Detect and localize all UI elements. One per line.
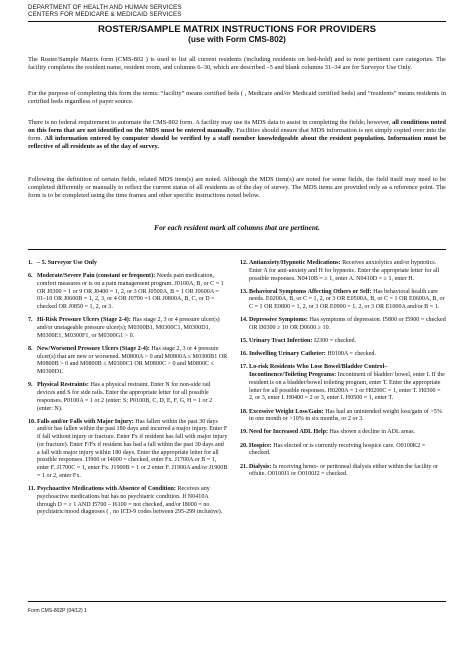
instruction-item (240, 260, 446, 283)
intro-p3-part-c: . Facilities should ensure that MDS information is not simply copied over into the form. (28, 127, 446, 143)
intro-paragraph-2: For the purpose of completing this form the terms: “facility” means certified beds ( , Medicare and/or Medicaid certified beds) and “residents” means residents in certified beds regardless of payer source. (28, 90, 446, 106)
instruction-callout: For each resident mark all columns that are pertinent. (154, 223, 320, 232)
instruction-item (28, 317, 228, 340)
item-title: – 5. Surveyor Use Only (37, 260, 97, 266)
item-body: Incontinent of bladder/ bowel, enter I. If the resident is on a bladder/bowel toileting program, enter T. Enter the appropriate letter for all possible responses. H0200A = 1 or H0200C = 1, enter T. H0300 = 2, or 3, enter I. H0400 = 2 or 3, enter I. H0500 = 1, enter T. (249, 372, 445, 402)
item-title: Psychoactive Medications with Absence of Condition: (37, 486, 176, 493)
item-text (249, 409, 446, 425)
item-title: Need for Increased ADL Help: (249, 429, 328, 436)
intro-paragraph-4: Following the definition of certain fields, related MDS item(s) are noted. Although the MDS item(s) are noted for some fields, the field itself may need to be completed differently or manually to reflect the current status of all residents as of the day of survey. The MDS items are provided only as a reference point. The form is to be completed using the time frames and other specific instructions noted below. (28, 176, 446, 200)
instruction-item (240, 409, 446, 425)
form-number: Form CMS-802P (04/12) 1 (28, 608, 87, 614)
item-body: Receives anxiolytics and/or hypnotics. Enter A for anti-anxiety and H for hypnotic. Enter the appropriate letter for all possible responses. N0410B = ≥ 1, enter A. N0410D = ≥ 1, enter H. (249, 260, 440, 282)
item-number: 7. (28, 317, 33, 324)
instruction-item (240, 351, 446, 359)
item-body: Needs pain medication, comfort measures or is on a pain management program. J0100A, B, or C = 1 OR J0300 = 1 or 9 OR J0400 = 1, 2, or 3 OR J0500A, B = 1 OR J0600A = 01–10 OR J0600B = 1, 2, 3, or 4 OR J0700 =1 OR J0800A, B, C, or D = checked OR J0850 = 1, 2, or 3. (37, 273, 224, 311)
item-body: Has fallen within the past 30 days and/or has fallen within the past 180 days and incurred a major injury. Enter F if fall without injury or fracture. Enter Fx if resident has fall with major injury (or fracture). Enter F/Fx if resident has had a fall within the past 30 days and a fall with major injury within 180 days. Enter the appropriate letter for all possible responses. I3900 or I4000 = checked, enter Fx. J1700A or B = 1, enter F. J1700C = 1, enter Fx. J1900B = 1 or 2 enter F. J1900A and/or J1900B = 1 or 2, enter Fx. (37, 418, 228, 479)
item-body: Is receiving hemo- or peritoneal dialysis either within the facility or offsite. O0100J1 or O0100J2 = checked. (249, 463, 439, 478)
item-number: 19. (240, 429, 248, 436)
instruction-item (28, 346, 228, 377)
item-title: Depressive Symptoms: (249, 317, 308, 324)
item-title: Moderate/Severe Pain (constant or frequent): (37, 273, 156, 280)
page-subtitle: (use with Form CMS-802) (188, 35, 286, 44)
item-number: 18. (240, 408, 248, 415)
item-number: 6. (28, 273, 33, 280)
item-text (249, 338, 446, 346)
item-body: Has stage 2, 3 or 4 pressure ulcer(s) that are new or worsened. M0800A > 0 and M0800A ≤ M0300B1 OR M0800B > 0 and M0800B ≤ M0300C1 OR M0800C > 0 and M0800C ≤ M0300D1. (37, 345, 228, 376)
item-text (37, 317, 228, 340)
item-title: Falls and/or Falls with Major Injury: (37, 418, 134, 425)
instruction-item (28, 486, 228, 517)
instruction-item (28, 260, 228, 268)
item-title: Behavioral Symptoms Affecting Others or Self: (249, 288, 372, 295)
intro-p3-part-b: all conditions noted on this form that are not identified on the MDS must be entered manually (28, 119, 446, 135)
agency-header (28, 4, 182, 19)
item-body: Has behavioral health care needs. E0200A, B, or C = 1, 2, or 3 OR E0500A, B, or C = 1 OR E0600A, B, or C = 1 OR E0800 = 1, 2, or 3 OR E0900 = 1, 2, or 3 OR E1000A and/or B = 1. (249, 288, 445, 311)
item-body: Has had an unintended weight loss/gain of >5% in one month or >10% in six months, or 2 or 3. (249, 408, 442, 423)
item-text (249, 364, 446, 403)
instruction-item (28, 273, 228, 312)
item-text (249, 464, 446, 480)
instruction-item (240, 317, 446, 333)
instruction-item (240, 429, 446, 437)
item-title: Hospice: (249, 442, 272, 449)
item-title: Urinary Tract Infection: (249, 338, 313, 345)
item-text (37, 419, 228, 481)
instruction-item (240, 443, 446, 459)
item-body: Has symptoms of depression. I5800 or I5900 = checked OR D0300 ≥ 10 OR D0600 ≥ 10. (249, 317, 446, 332)
item-body: Has shown a decline in ADL areas. (328, 429, 416, 436)
item-body: Has stage 2, 3 or 4 pressure ulcer(s) and/or unstageable pressure ulcer(s); M0300B1, M0300C1, M0300D1, M0300E1, M0300F1, or M0300G1 > 0. (37, 317, 220, 339)
item-number: 16. (240, 351, 248, 358)
item-number: 11. (28, 486, 36, 493)
instruction-item (240, 464, 446, 480)
item-body: Has a physical restraint. Enter N for non-side rail devices and S for side rails. Enter the appropriate letter for all possible responses. P0100A = 1 or 2 (enter: S; P0100B, C, D, E, F, G, H = 1 or 2 (enter: N). (37, 382, 213, 412)
item-number: 20. (240, 442, 248, 449)
item-number: 21. (240, 463, 248, 470)
item-text (37, 273, 228, 312)
item-body: Receives any psychoactive medications but has no psychiatric condition. If N0410A through D = ≥ 1 AND I5700 – I6100 = not checked, and/or I8000 = no psychiatric/mood diagnoses ( , no ICD-9 codes between 295-299 inclusive). (37, 486, 223, 516)
item-title: Antianxiety/Hypnotic Medications: (249, 260, 341, 266)
instructions-left-column (28, 260, 228, 522)
instruction-item (240, 338, 446, 346)
item-body: Has elected or is currently receiving hospice care. O0100K2 = checked. (249, 442, 426, 457)
item-title: Indwelling Urinary Catheter: (249, 351, 326, 358)
instructions-right-column (240, 260, 446, 484)
item-number: 10. (28, 418, 36, 425)
instruction-item (28, 419, 228, 481)
item-text (249, 443, 446, 459)
item-number: 13. (240, 288, 248, 295)
page-title: ROSTER/SAMPLE MATRIX INSTRUCTIONS FOR PROVIDERS (97, 24, 377, 35)
item-text (37, 260, 228, 268)
item-number: 1. (28, 260, 33, 266)
item-title: New/Worsened Pressure Ulcers (Stage 2-4): (37, 345, 150, 352)
item-number: 17. (240, 364, 248, 371)
item-title: Physical Restraints: (37, 382, 89, 389)
item-title: Excessive Weight Loss/Gain: (249, 408, 324, 415)
item-text (249, 317, 446, 333)
item-number: 9. (28, 382, 33, 389)
intro-paragraph-1: The Roster/Sample Matrix form (CMS-802 ) is used to list all current residents (including residents on bed-hold) and to note pertinent care categories. The facility completes the resident name, resident room, and columns 6–30, which are described –5 and blank columns 31–34 are for Surveyor Use Only. (28, 56, 446, 72)
item-text (249, 260, 446, 283)
intro-p3-part-a: There is no federal requirement to automate the CMS-802 form. A facility may use its MDS data to assist in completing the fields; however, (28, 119, 393, 126)
item-number: 15. (240, 338, 248, 345)
item-text (249, 351, 446, 359)
instruction-item (28, 382, 228, 413)
item-body: H0100A = checked. (325, 351, 376, 358)
item-text (249, 289, 446, 312)
item-body: I2300 = checked. (312, 338, 357, 345)
intro-p3-part-d: All information entered by computer should be verified by a staff member knowledgeable about the resident population. Information must be reflective of all residents as of the day of survey. (28, 135, 446, 151)
intro-paragraph-3 (28, 119, 446, 152)
item-title: Hi-Risk Pressure Ulcers (Stage 2-4): (37, 317, 131, 324)
item-text (249, 429, 446, 437)
item-title: Dialysis: (249, 463, 272, 470)
callout-rule (28, 249, 446, 250)
item-text (37, 486, 228, 517)
item-text (37, 382, 228, 413)
header-rule (28, 21, 446, 22)
agency-line-1: DEPARTMENT OF HEALTH AND HUMAN SERVICES (28, 4, 182, 11)
item-text (37, 346, 228, 377)
agency-line-2: CENTERS FOR MEDICARE & MEDICAID SERVICES (28, 11, 182, 19)
instruction-item (240, 364, 446, 403)
item-number: 12. (240, 260, 248, 266)
item-number: 14. (240, 317, 248, 324)
instruction-item (240, 289, 446, 312)
item-number: 8. (28, 345, 33, 352)
item-title: Lo-risk Residents Who Lose Bowel/Bladder Control– Incontinence/Toileting Programs: (249, 364, 388, 379)
footer-rule (28, 601, 446, 602)
